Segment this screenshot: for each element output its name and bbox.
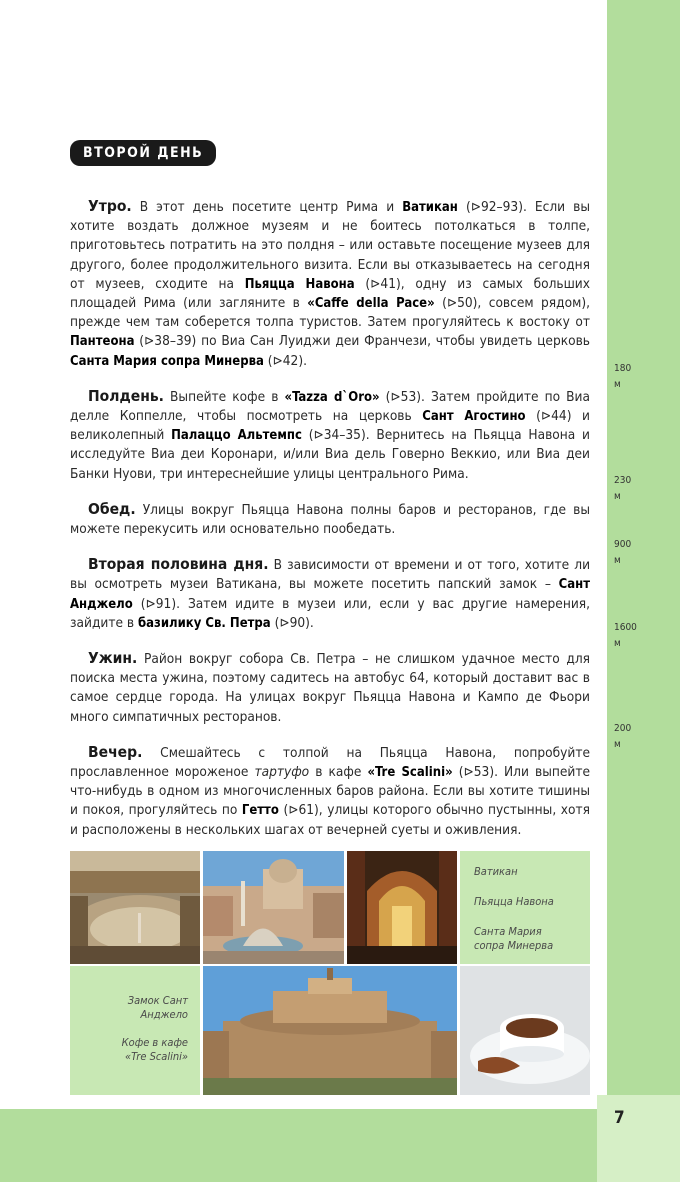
itinerary-paragraph [70, 197, 590, 371]
text-run: Выпейте кофе в [163, 388, 285, 405]
paragraph-body [70, 742, 590, 838]
place-name: Санта Мария сопра Минерва [70, 353, 264, 369]
paragraph-lead: Вторая половина дня. [88, 555, 269, 574]
text-run: (⊳50), совсем рядом), прежде чем там соберется толпа туристов. Затем прогуляйтесь к востоку от [70, 295, 590, 331]
text-run: (⊳42). [263, 352, 307, 369]
caption-minerva: Санта Мария сопра Минерва [474, 925, 554, 952]
piazza-navona-photo [203, 851, 344, 964]
text-run: Смешайтесь с толпой на Пьяцца Навона, попробуйте прославленное мороженое [70, 744, 590, 781]
place-name: «Caffe della Pace» [307, 296, 435, 312]
page-number-box [597, 1095, 680, 1182]
distance-marker: 900 м [614, 539, 632, 566]
text-run: (⊳38–39) по Виа Сан Луиджи деи Франчези, чтобы увидеть церковь [134, 333, 590, 350]
paragraph-lead: Ужин. [88, 649, 138, 668]
itinerary-paragraph [70, 555, 590, 633]
place-name: базилику Св. Петра [137, 615, 271, 631]
text-run: Район вокруг собора Св. Петра – не слишком удачное место для поиска места ужина, поэтому садитесь на автобус 64, который доставит вас в самое сердце города. На улицах вокруг Пьяцца Навона и Кампо де Фьори много симпатичных ресторанов. [70, 651, 590, 725]
text-run: (⊳91). Затем идите в музеи или, если у вас другие намерения, зайдите в [70, 595, 590, 631]
caption-vatican: Ватикан [474, 865, 518, 878]
place-name: Сант Анджело [70, 577, 590, 612]
paragraph-lead: Утро. [88, 197, 132, 215]
itinerary-paragraph [70, 500, 590, 539]
paragraph-body [70, 651, 590, 725]
text-run: (⊳61), улицы которого обычно пустынны, хотя и расположены в нескольких шагах от вечерней суеты и оживления. [70, 802, 590, 838]
place-name: Ватикан [402, 200, 458, 215]
text-run: В зависимости от времени и от того, хотите ли вы осмотреть музеи Ватикана, вы можете посетить папский замок – [70, 557, 591, 593]
itinerary-paragraph [70, 387, 590, 484]
text-run: Улицы вокруг Пьяцца Навона полны баров и ресторанов, где вы можете перекусить или основательно пообедать. [70, 501, 590, 538]
place-name: Палаццо Альтемпс [171, 428, 302, 444]
coffee-photo [460, 966, 590, 1095]
text-run: (⊳90). [270, 614, 314, 631]
page-number: 7 [614, 1108, 625, 1128]
caption-box-right [460, 851, 590, 964]
photo-gallery [70, 851, 590, 1095]
caption-coffee-tre-scalini: Кофе в кафе «Tre Scalini» [121, 1036, 188, 1063]
text-run: (⊳34–35). Вернитесь на Пьяцца Навона и исследуйте Виа деи Коронари, и/или Виа дель Говерно Веккио, или Виа деи Банки Нуови, три интереснейшие улицы центрального Рима. [70, 427, 590, 482]
place-name: Гетто [241, 803, 279, 819]
section-heading-badge: ВТОРОЙ ДЕНЬ [70, 140, 216, 166]
castel-sant-angelo-photo [203, 966, 457, 1095]
text-run: (⊳44) и великолепный [70, 408, 590, 444]
paragraph-lead: Обед. [88, 499, 136, 518]
paragraph-lead: Вечер. [88, 742, 143, 761]
text-run: в кафе [309, 764, 368, 781]
place-name: «Tazza d`Oro» [284, 389, 380, 405]
place-name: «Tre Scalini» [367, 765, 453, 781]
text-run: В этот день посетите центр Рима и [131, 199, 403, 215]
place-name: Сант Агостино [422, 409, 526, 425]
itinerary-paragraph [70, 649, 590, 727]
minerva-church-photo [347, 851, 457, 964]
paragraph-body [70, 199, 590, 369]
distance-marker: 230 м [614, 475, 632, 502]
itinerary-paragraph [70, 743, 590, 840]
italic-term: тартуфо [254, 764, 310, 781]
paragraph-lead: Полдень. [88, 386, 164, 405]
text-run: (⊳92–93). Если вы хотите воздать должное музеям и не боитесь потолкаться в толпе, приготовьтесь потратить на это полдня – или оставьте посещение музеев для другого, более продолжительного визита. Если вы отказываетесь на сегодня от музеев, сходите на [70, 199, 591, 292]
text-run: (⊳53). Затем пройдите по Виа делле Коппелле, чтобы посмотреть на церковь [70, 388, 590, 425]
text-run: (⊳41), одну из самых больших площадей Рима (или загляните в [70, 275, 590, 312]
vatican-photo [70, 851, 200, 964]
distance-marker: 200 м [614, 723, 632, 750]
text-run: (⊳53). Или выпейте что-нибудь в одном из многочисленных баров района. Если вы хотите тишины и покоя, прогуляйтесь по [70, 764, 590, 819]
caption-castel-sant-angelo: Замок Сант Анджело [127, 994, 188, 1021]
caption-box-left [70, 966, 200, 1095]
caption-piazza-navona: Пьяцца Навона [474, 895, 554, 908]
distance-marker: 180 м [614, 363, 632, 390]
paragraph-body [70, 499, 590, 538]
itinerary-text [70, 197, 590, 856]
distance-marker: 1600 м [614, 622, 637, 649]
bottom-color-band [0, 1109, 597, 1182]
place-name: Пьяцца Навона [244, 276, 355, 292]
place-name: Пантеона [70, 334, 135, 350]
